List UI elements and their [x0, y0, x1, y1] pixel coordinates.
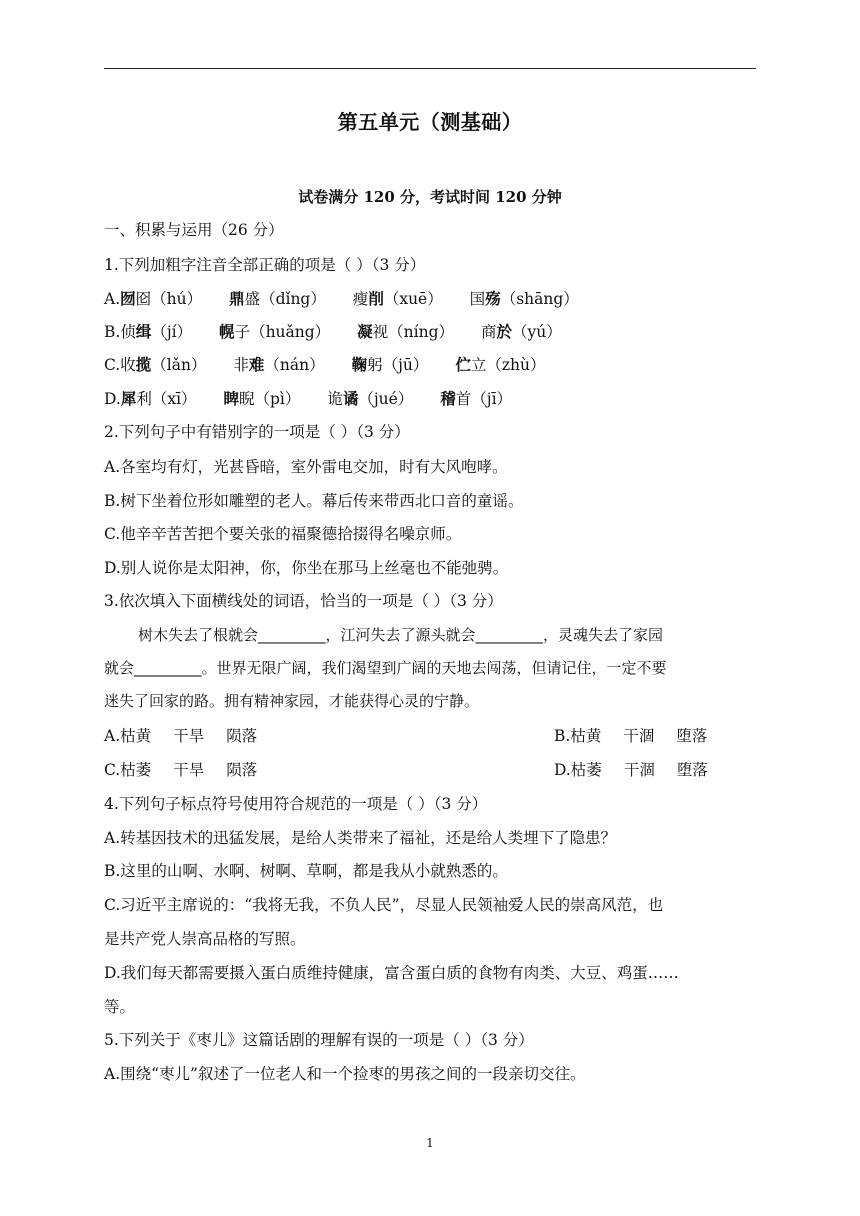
page-title: 第五单元（测基础） — [337, 110, 523, 134]
question-3-option-c: C.枯萎 干旱 陨落 — [104, 761, 258, 779]
question-1-option-c: C.收揽（lǎn） 非难（nán） 鞠躬（jū） 伫立（zhù） — [104, 355, 546, 374]
question-5-stem: 5.下列关于《枣儿》这篇话剧的理解有误的一项是（ ）（3 分） — [104, 1031, 534, 1049]
exam-info: 试卷满分 120 分，考试时间 120 分钟 — [298, 188, 562, 206]
question-1-option-b: B.侦缉（jí） 幌子（huǎng） 凝视（níng） 商於（yú） — [104, 322, 562, 341]
question-3-passage-line-1: 树木失去了根就会_________，江河失去了源头就会_________，灵魂失去了家园 — [138, 626, 664, 644]
question-4-option-d-cont: 等。 — [104, 998, 136, 1016]
question-4-option-a: A.转基因技术的迅猛发展，是给人类带来了福祉，还是给人类埋下了隐患？ — [104, 829, 617, 847]
question-4-stem: 4.下列句子标点符号使用符合规范的一项是（ ）（3 分） — [104, 795, 488, 813]
question-3-passage-line-3: 迷失了回家的路。拥有精神家园，才能获得心灵的宁静。 — [104, 692, 480, 710]
question-1-option-d: D.犀利（xī） 睥睨（pì） 诡谲（jué） 稽首（jī） — [104, 389, 513, 408]
question-2-option-a: A.各室均有灯，光甚昏暗，室外雷电交加，时有大风咆哮。 — [104, 458, 508, 476]
question-4-option-c-cont: 是共产党人崇高品格的写照。 — [104, 930, 306, 948]
question-3-option-d: D.枯萎 干涸 堕落 — [554, 761, 708, 779]
question-2-option-b: B.树下坐着位形如雕塑的老人。幕后传来带西北口音的童谣。 — [104, 492, 524, 510]
question-4-option-b: B.这里的山啊、水啊、树啊、草啊，都是我从小就熟悉的。 — [104, 862, 508, 880]
question-4-option-d: D.我们每天都需要摄入蛋白质维持健康，富含蛋白质的食物有肉类、大豆、鸡蛋…… — [104, 964, 679, 982]
question-3-option-b: B.枯黄 干涸 堕落 — [554, 727, 708, 745]
section-heading: 一、积累与运用（26 分） — [104, 221, 284, 239]
header-rule — [104, 68, 756, 69]
question-2-option-c: C.他辛辛苦苦把个要关张的福聚德拾掇得名噪京师。 — [104, 525, 462, 543]
question-2-stem: 2.下列句子中有错别字的一项是（ ）（3 分） — [104, 423, 410, 441]
question-1-option-a: A.囫囵（hú） 鼎盛（dǐng） 瘦削（xuē） 国殇（shāng） — [104, 289, 579, 308]
question-1-stem: 1.下列加粗字注音全部正确的项是（ ）（3 分） — [104, 256, 426, 274]
page-number: 1 — [426, 1136, 434, 1150]
question-2-option-d: D.别人说你是太阳神，你，你坐在那马上丝毫也不能弛骋。 — [104, 559, 509, 577]
question-4-option-c: C.习近平主席说的：“我将无我，不负人民”，尽显人民领袖爱人民的崇高风范，也 — [104, 896, 664, 914]
question-3-option-a: A.枯黄 干旱 陨落 — [104, 727, 258, 745]
question-3-passage-line-2: 就会_________。世界无限广阔，我们渴望到广阔的天地去闯荡，但请记住，一定不要 — [104, 659, 667, 677]
question-5-option-a: A.围绕“枣儿”叙述了一位老人和一个捡枣的男孩之间的一段亲切交往。 — [104, 1065, 586, 1083]
question-3-stem: 3.依次填入下面横线处的词语，恰当的一项是（ ）（3 分） — [104, 592, 503, 610]
